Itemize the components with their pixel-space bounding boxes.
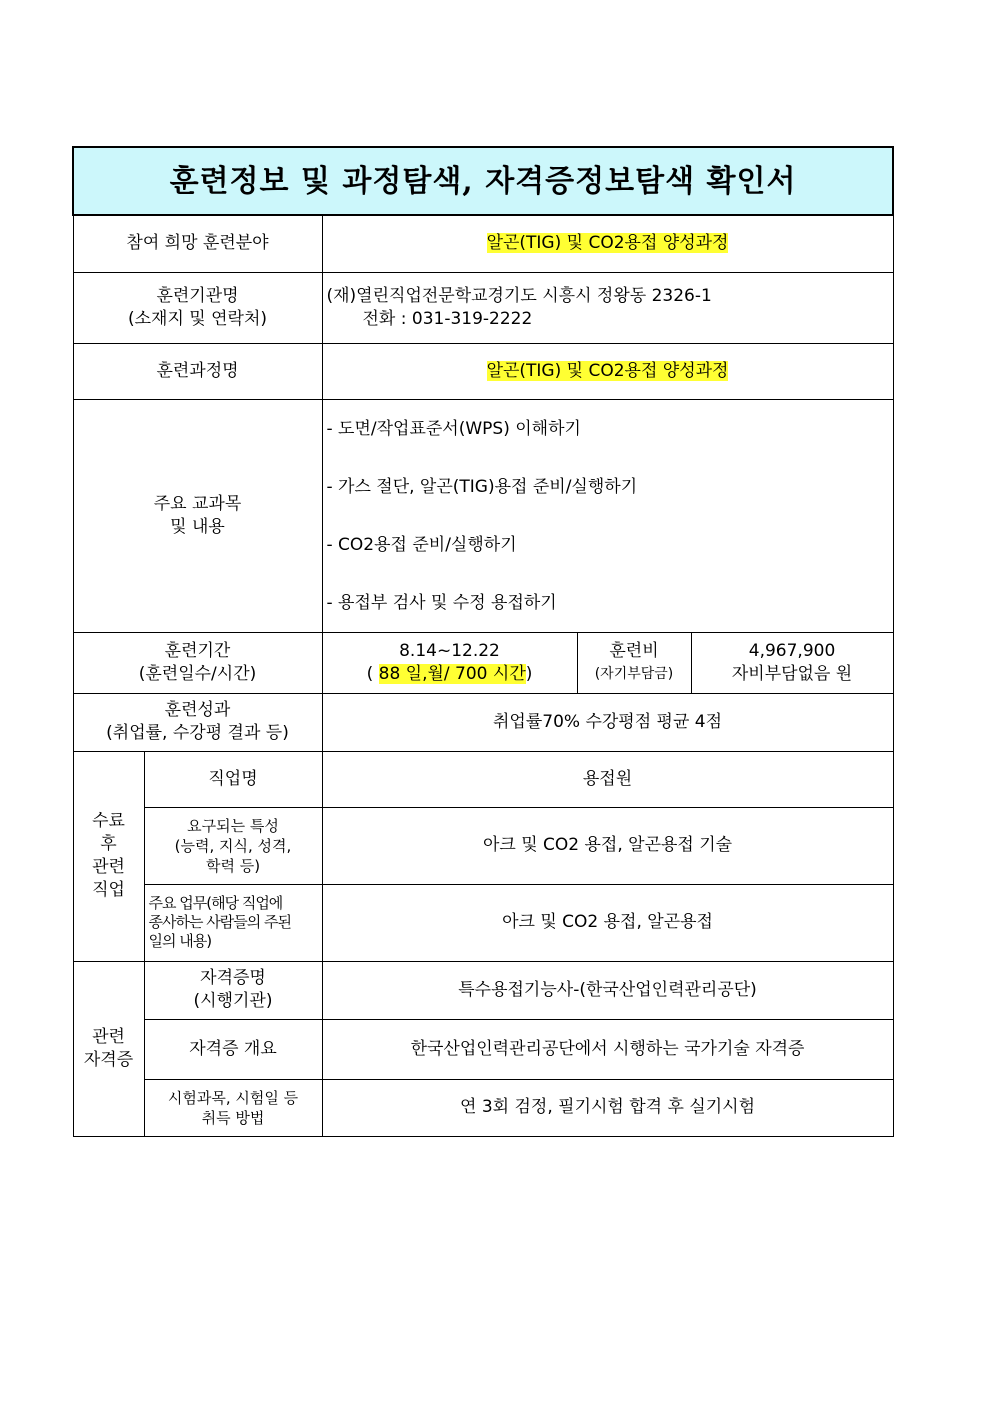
job-duties-label-line1: 주요 업무(해당 직업에 xyxy=(148,894,283,912)
course-value xyxy=(322,343,893,399)
period-label xyxy=(73,632,322,693)
fee-label xyxy=(577,632,691,693)
job-group-line3: 관련 xyxy=(92,857,125,877)
subjects-list xyxy=(322,399,893,632)
job-group-label xyxy=(73,751,144,961)
cert-group-line2: 자격증 xyxy=(83,1049,134,1070)
cert-group-label xyxy=(73,961,144,1136)
job-duties-value: 아크 및 CO2 용접, 알곤용접 xyxy=(322,884,893,961)
outcome-label-line1: 훈련성과 xyxy=(164,700,231,720)
training-field-text: 알곤(TIG) 및 CO2용접 양성과정 xyxy=(486,233,729,254)
subjects-label-line2: 및 내용 xyxy=(170,516,225,537)
subject-item: - 용접부 검사 및 수정 용접하기 xyxy=(326,592,557,613)
outcome-label xyxy=(73,693,322,751)
training-field-label: 참여 희망 훈련분야 xyxy=(73,215,322,272)
job-duties-label-line3: 일의 내용) xyxy=(148,932,212,950)
form-title: 훈련정보 및 과정탐색, 자격증정보탐색 확인서 xyxy=(73,147,893,215)
cert-exam-label-line2: 취득 방법 xyxy=(201,1108,265,1127)
period-days-hours: 88 일,월/ 700 시간 xyxy=(378,663,526,684)
period-close-paren: ) xyxy=(525,663,533,684)
cert-name-label-line2: (시행기관) xyxy=(193,991,273,1011)
job-duties-label-line2: 종사하는 사람들의 주된 xyxy=(148,913,291,931)
institution-phone: 전화 : 031-319-2222 xyxy=(362,308,533,329)
fee-label-line2: (자기부담금) xyxy=(594,665,674,682)
course-label: 훈련과정명 xyxy=(73,343,322,399)
job-duties-label xyxy=(144,884,322,961)
cert-name-label-line1: 자격증명 xyxy=(200,968,266,988)
subject-item: - CO2용접 준비/실행하기 xyxy=(326,534,517,555)
outcome-value: 취업률70% 수강평점 평균 4점 xyxy=(322,693,893,751)
institution-label-line2: (소재지 및 연락처) xyxy=(127,308,268,329)
institution-label xyxy=(73,272,322,343)
subject-item: - 도면/작업표준서(WPS) 이해하기 xyxy=(326,418,581,439)
job-group-line1: 수료 xyxy=(92,811,125,831)
job-name-value: 용접원 xyxy=(322,751,893,807)
job-traits-label xyxy=(144,807,322,884)
outcome-label-line2: (취업률, 수강평 결과 등) xyxy=(106,723,289,743)
subjects-label-line1: 주요 교과목 xyxy=(153,493,242,514)
job-group-line2: 후 xyxy=(100,834,117,854)
period-label-line1: 훈련기간 xyxy=(164,640,231,661)
fee-label-line1: 훈련비 xyxy=(609,640,659,661)
period-label-line2: (훈련일수/시간) xyxy=(138,663,257,684)
institution-label-line1: 훈련기관명 xyxy=(156,285,239,306)
cert-overview-label: 자격증 개요 xyxy=(144,1019,322,1079)
cert-exam-label xyxy=(144,1079,322,1136)
cert-group-line1: 관련 xyxy=(92,1026,125,1047)
cert-overview-value: 한국산업인력관리공단에서 시행하는 국가기술 자격증 xyxy=(322,1019,893,1079)
subject-item: - 가스 절단, 알곤(TIG)용접 준비/실행하기 xyxy=(326,476,638,497)
fee-amount: 4,967,900 xyxy=(748,640,836,661)
cert-exam-value: 연 3회 검정, 필기시험 합격 후 실기시험 xyxy=(322,1079,893,1136)
period-dates: 8.14~12.22 xyxy=(399,640,500,661)
course-text: 알곤(TIG) 및 CO2용접 양성과정 xyxy=(486,360,729,381)
job-group-line4: 직업 xyxy=(92,880,125,900)
subjects-label xyxy=(73,399,322,632)
job-traits-value: 아크 및 CO2 용접, 알곤용접 기술 xyxy=(322,807,893,884)
cert-name-label xyxy=(144,961,322,1019)
cert-name-value: 특수용접기능사-(한국산업인력관리공단) xyxy=(322,961,893,1019)
period-open-paren: ( xyxy=(366,663,379,684)
cert-exam-label-line1: 시험과목, 시험일 등 xyxy=(167,1088,299,1107)
job-traits-label-line3: 학력 등) xyxy=(205,856,261,875)
period-value xyxy=(322,632,577,693)
training-field-value xyxy=(322,215,893,272)
period-days-hours-line xyxy=(327,663,573,686)
institution-address: (재)열린직업전문학교경기도 시흥시 정왕동 2326-1 xyxy=(326,285,712,306)
institution-value xyxy=(322,272,893,343)
job-name-label: 직업명 xyxy=(144,751,322,807)
confirmation-form-table xyxy=(72,146,894,1137)
job-traits-label-line1: 요구되는 특성 xyxy=(187,816,279,835)
fee-note: 자비부담없음 원 xyxy=(731,663,853,684)
job-traits-label-line2: (능력, 지식, 성격, xyxy=(174,836,292,855)
fee-value xyxy=(691,632,893,693)
